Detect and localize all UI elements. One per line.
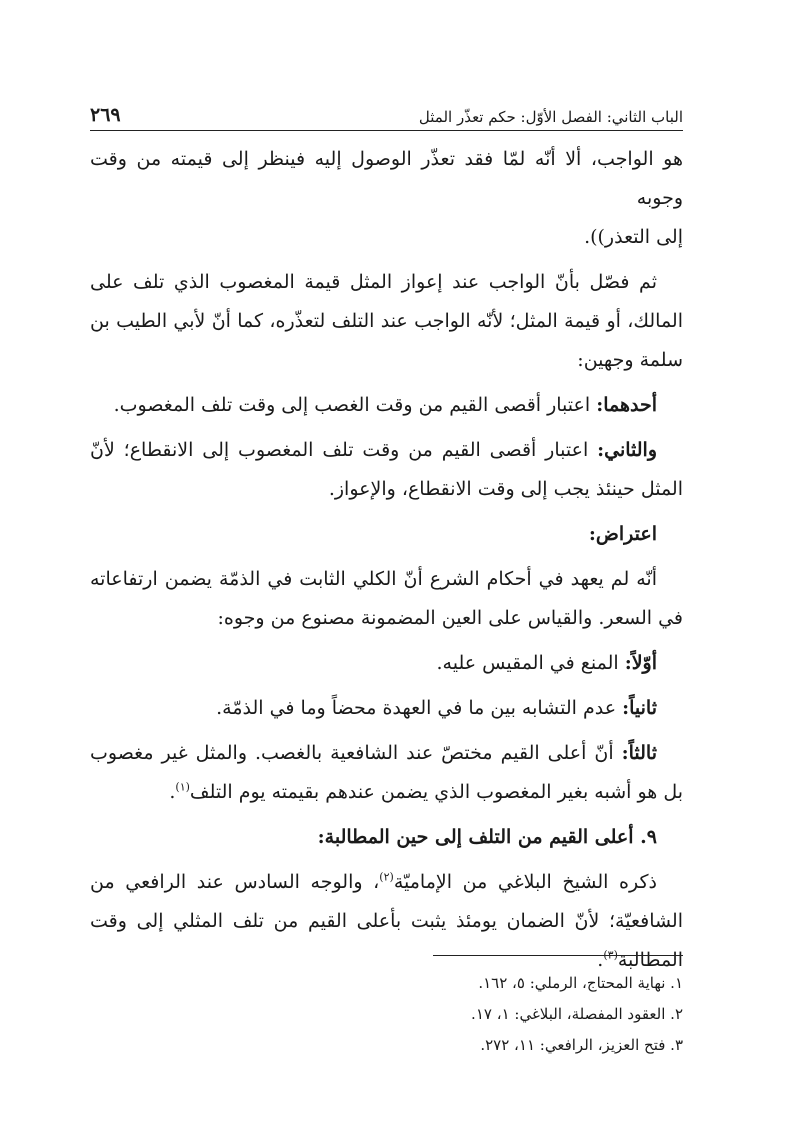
paragraph-2: ثم فصّل بأنّ الواجب عند إعواز المثل قيمة المغصوب الذي تلف على المالك، أو قيمة المثل؛ لأنّه الواجب عند التلف لتعذّره، كما أنّ لأبي الطيب بن سلمة وجهين: [90,271,683,371]
footnote-2: ٢. العقود المفصلة، البلاغي: ١، ١٧. [471,1005,683,1023]
section-9-heading: ٩. أعلى القيم من التلف إلى حين المطالبة: [317,826,657,848]
page-number: ٢٦٩ [90,104,121,126]
paragraph-section-9 [90,863,683,980]
main-text [90,140,683,986]
paragraph-1-line-1: هو الواجب، ألا أنّه لمّا فقد تعذّر الوصول إليه فينظر إلى قيمته من وقت وجوبه [90,148,683,209]
footnote-ref-2: (٢) [379,870,394,884]
paragraph-first-point [90,644,683,683]
first-point-label: أوّلاً: [624,652,657,674]
running-title: الباب الثاني: الفصل الأوّل: حكم تعذّر المثل [418,108,683,126]
footnote-ref-1: (١) [175,780,190,794]
second-view-label: والثاني: [597,439,657,461]
paragraph-first-view [90,386,683,425]
footnote-separator [433,955,683,956]
second-point-label: ثانياً: [622,697,657,719]
paragraph-1-line-2: إلى التعذر)). [584,226,683,248]
paragraph-third-point [90,734,683,812]
paragraph-second-point [90,689,683,728]
section-9-end: . [597,949,604,971]
footnote-1: ١. نهاية المحتاج، الرملي: ٥، ١٦٢. [478,974,683,992]
objection-heading: اعتراض: [588,523,657,545]
third-point-end: . [169,781,176,803]
footnote-3: ٣. فتح العزيز، الرافعي: ١١، ٢٧٢. [480,1036,683,1054]
footnotes [300,968,683,1061]
first-view-label: أحدهما: [596,394,657,416]
third-point-label: ثالثاً: [621,742,657,764]
first-view-text: اعتبار أقصى القيم من وقت الغصب إلى وقت تلف المغصوب. [113,394,597,416]
footnote-ref-3: (٣) [603,948,618,962]
first-point-text: المنع في المقيس عليه. [436,652,625,674]
paragraph-1 [90,140,683,257]
section-9-text-a: ذكره الشيخ البلاغي من الإماميّة [393,871,657,893]
section-9-text-b: ، والوجه السادس عند الرافعي من الشافعيّة؛ لأنّ الضمان يومئذ يثبت بأعلى القيم من تلف المثلي إلى وقت المطالبة [90,871,683,971]
second-point-text: عدم التشابه بين ما في العهدة محضاً وما في الذمّة. [216,697,623,719]
third-point-text: أنّ أعلى القيم مختصّ عند الشافعية بالغصب. والمثل غير مغصوب بل هو أشبه بغير المغصوب الذي يضمن عندهم بقيمته يوم التلف [90,742,683,803]
page-header [90,92,683,131]
second-view-text: اعتبار أقصى القيم من وقت تلف المغصوب إلى الانقطاع؛ لأنّ المثل حينئذ يجب إلى وقت الانقطاع، والإعواز. [90,439,683,500]
paragraph-second-view [90,431,683,509]
paragraph-objection: أنّه لم يعهد في أحكام الشرع أنّ الكلي الثابت في الذمّة يضمن ارتفاعاته في السعر. والقياس على العين المضمونة مصنوع من وجوه: [90,568,683,629]
